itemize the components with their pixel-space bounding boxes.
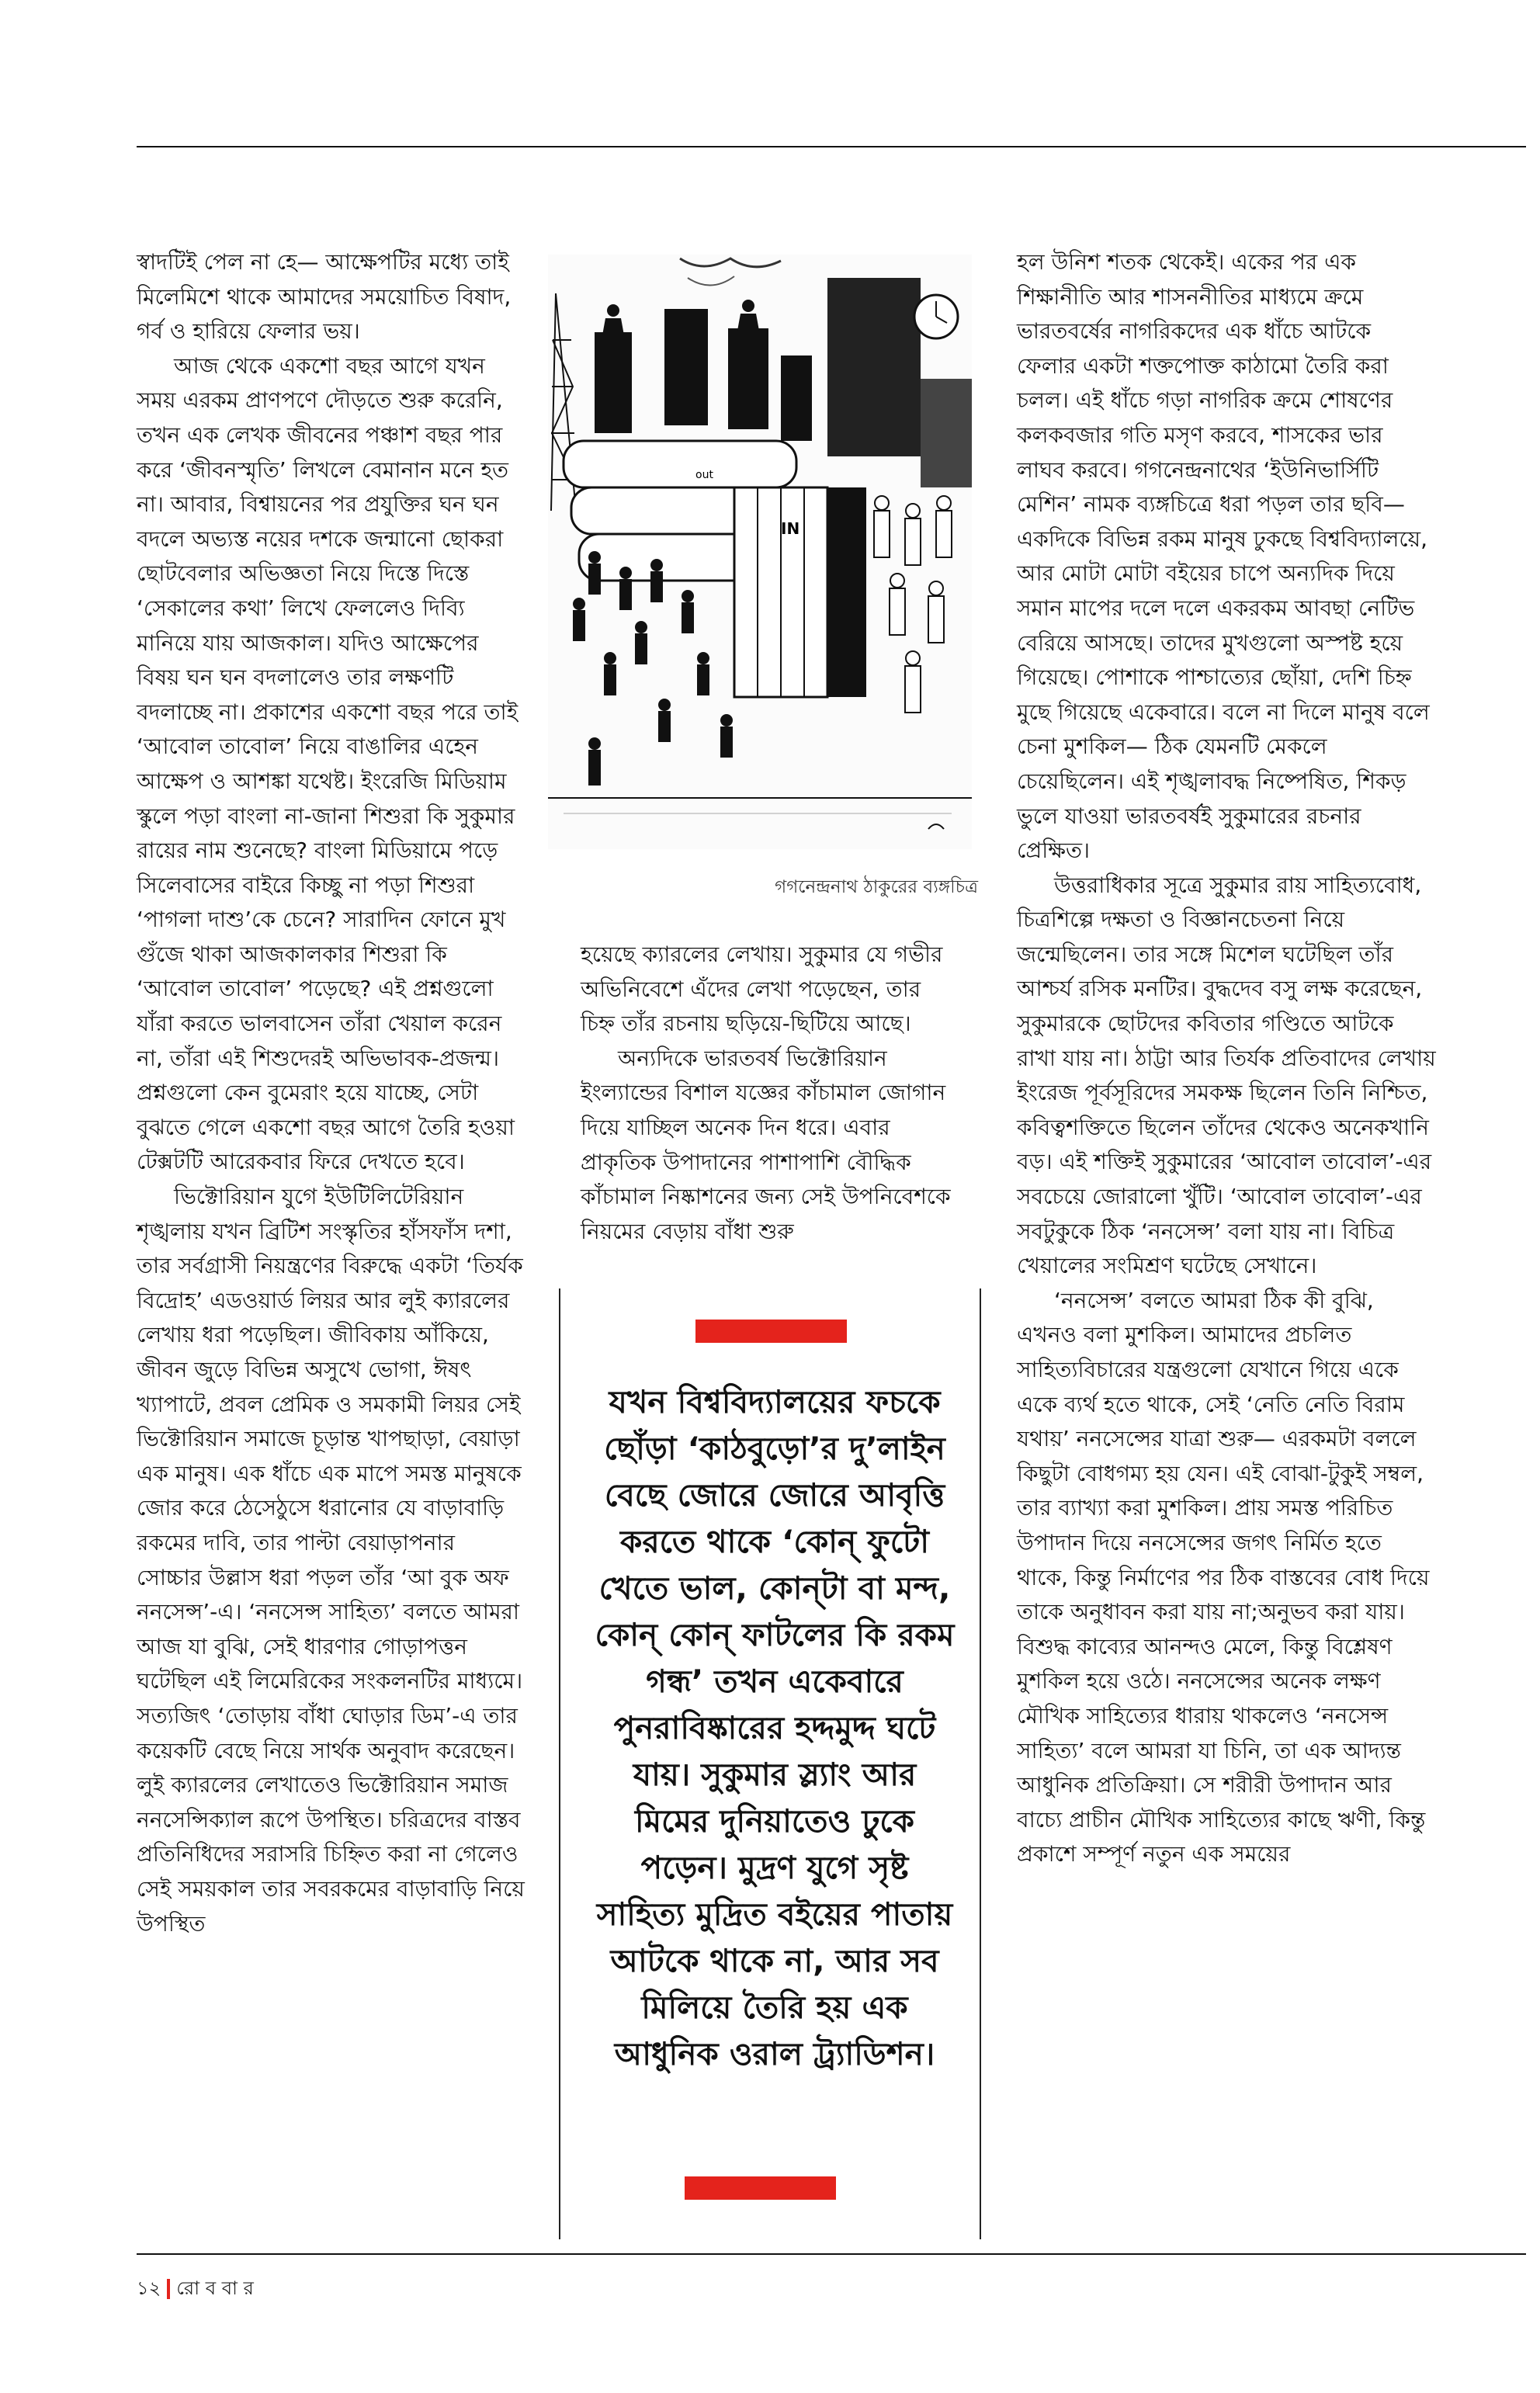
- paragraph: হল উনিশ শতক থেকেই। একের পর এক শিক্ষানীতি আর শাসননীতির মাধ্যমে ক্রমে ভারতবর্ষের নাগরিকদের এক ধাঁচে আটকে ফেলার একটা শক্তপোক্ত কাঠামো তৈরি করা চলল। এই ধাঁচে গড়া নাগরিক ক্রমে শোষণের কলকবজার গতি মসৃণ করবে, শাসকের ভার লাঘব করবে। গগনেন্দ্রনাথের ‘ইউনিভার্সিটি মেশিন’ নামক ব্যঙ্গচিত্রে ধরা পড়ল তার ছবি— একদিকে বিভিন্ন রকম মানুষ ঢুকছে বিশ্ববিদ্যালয়ে, আর মোটা মোটা বইয়ের চাপে অন্যদিক দিয়ে সমান মাপের দলে দলে একরকম আবছা নেটিভ বেরিয়ে আসছে। তাদের মুখগুলো অস্পষ্ট হয়ে গিয়েছে। পোশাকে পাশ্চাত্যের ছোঁয়া, দেশি চিহ্ন মুছে গিয়েছে একেবারে। বলে না দিলে মানুষ বলে চেনা মুশকিল— ঠিক যেমনটি মেকলে চেয়েছিলেন। এই শৃঙ্খলাবদ্ধ নিষ্পেষিত, শিকড় ভুলে যাওয়া ভারতবর্ষই সুকুমারের রচনার প্রেক্ষিত।: [1017, 249, 1430, 864]
- book-label-in: IN: [781, 519, 800, 538]
- bottom-rule: [137, 2253, 1526, 2255]
- figure-caption: গগনেন্দ্রনাথ ঠাকুরের ব্যঙ্গচিত্র: [775, 877, 978, 897]
- cartoon-illustration: [548, 255, 972, 849]
- paragraph: স্বাদটিই পেল না হে— আক্ষেপটির মধ্যে তাই মিলেমিশে থাকে আমাদের সময়োচিত বিষাদ, গর্ব ও হারিয়ে ফেলার ভয়।: [137, 249, 512, 345]
- pull-quote-box: [581, 1320, 964, 2243]
- page-footer: [137, 2274, 254, 2305]
- pull-quote-bar-bottom: [685, 2176, 836, 2200]
- paragraph: ভিক্টোরিয়ান যুগে ইউটিলিটেরিয়ান শৃঙ্খলায় যখন ব্রিটিশ সংস্কৃতির হাঁসফাঁস দশা, তার সর্বগ্রাসী নিয়ন্ত্রণের বিরুদ্ধে একটা ‘তির্যক বিদ্রোহ’ এডওয়ার্ড লিয়র আর লুই ক্যারলের লেখায় ধরা পড়েছিল। জীবিকায় আঁকিয়ে, জীবন জুড়ে বিভিন্ন অসুখে ভোগা, ঈষৎ খ্যাপাটে, প্রবল প্রেমিক ও সমকামী লিয়র সেই ভিক্টোরিয়ান সমাজে চূড়ান্ত খাপছাড়া, বেয়াড়া এক মানুষ। এক ধাঁচে এক মাপে সমস্ত মানুষকে জোর করে ঠেসেঠুসে ধরানোর যে বাড়াবাড়ি রকমের দাবি, তার পাল্টা বেয়াড়াপনার সোচ্চার উল্লাস ধরা পড়ল তাঁর ‘আ বুক অফ ননসেন্স’-এ। ‘ননসেন্স সাহিত্য’ বলতে আমরা আজ যা বুঝি, সেই ধারণার গোড়াপত্তন ঘটেছিল এই লিমেরিকের সংকলনটির মাধ্যমে। সত্যজিৎ ‘তোড়ায় বাঁধা ঘোড়ার ডিম’-এ তার কয়েকটি বেছে নিয়ে সার্থক অনুবাদ করেছেন। লুই ক্যারলের লেখাতেও ভিক্টোরিয়ান সমাজ ননসেন্সিক্যাল রূপে উপস্থিত। চরিত্রদের বাস্তব প্রতিনিধিদের সরাসরি চিহ্নিত করা না গেলেও সেই সময়কাল তার সবরকমের বাড়াবাড়ি নিয়ে উপস্থিত: [137, 1184, 525, 1937]
- article-column-left: [137, 245, 525, 1941]
- article-column-right: [1017, 245, 1436, 1872]
- book-label-out: out: [695, 469, 713, 481]
- column-divider-left: [559, 1288, 560, 2239]
- paragraph: আজ থেকে একশো বছর আগে যখন সময় এরকম প্রাণপণে দৌড়তে শুরু করেনি, তখন এক লেখক জীবনের পঞ্চাশ বছর পার করে ‘জীবনস্মৃতি’ লিখলে বেমানান মনে হত না। আবার, বিশ্বায়নের পর প্রযুক্তির ঘন ঘন বদলে অভ্যস্ত নয়ের দশকে জন্মানো ছোকরা ছোটবেলার অভিজ্ঞতা নিয়ে দিস্তে দিস্তে ‘সেকালের কথা’ লিখে ফেললেও দিব্যি মানিয়ে যায় আজকাল। যদিও আক্ষেপের বিষয় ঘন ঘন বদলালেও তার লক্ষণটি বদলাচ্ছে না। প্রকাশের একশো বছর পরে তাই ‘আবোল তাবোল’ নিয়ে বাঙালির এহেন আক্ষেপ ও আশঙ্কা যথেষ্ট। ইংরেজি মিডিয়াম স্কুলে পড়া বাংলা না-জানা শিশুরা কি সুকুমার রায়ের নাম শুনেছে? বাংলা মিডিয়ামে পড়ে সিলেবাসের বাইরে কিচ্ছু না পড়া শিশুরা ‘পাগলা দাশু’কে চেনে? সারাদিন ফোনে মুখ গুঁজে থাকা আজকালকার শিশুরা কি ‘আবোল তাবোল’ পড়েছে? এই প্রশ্নগুলো যাঁরা করতে ভালবাসেন তাঁরা খেয়াল করেন না, তাঁরা এই শিশুদেরই অভিভাবক-প্রজন্ম। প্রশ্নগুলো কেন বুমেরাং হয়ে যাচ্ছে, সেটা বুঝতে গেলে একশো বছর আগে তৈরি হওয়া টেক্সটটি আরেকবার ফিরে দেখতে হবে।: [137, 352, 519, 1175]
- pull-quote: যখন বিশ্ববিদ্যালয়ের ফচকে ছোঁড়া ‘কাঠবুড়ো’র দু’লাইন বেছে জোরে জোরে আবৃত্তি করতে থাকে ‘কোন্‌ ফুটো খেতে ভাল, কোন্‌টা বা মন্দ, কোন্‌ কোন্‌ ফাটলের কি রকম গন্ধ’ তখন একেবারে পুনরাবিষ্কারের হদ্দমুদ্দ ঘটে যায়। সুকুমার স্ল্যাং আর মিমের দুনিয়াতেও ঢুকে পড়েন। মুদ্রণ যুগে সৃষ্ট সাহিত্য মুদ্রিত বইয়ের পাতায় আটকে থাকে না, আর সব মিলিয়ে তৈরি হয় এক আধুনিক ওরাল ট্র্যাডিশন।: [595, 1383, 955, 2072]
- footer-separator: [167, 2279, 170, 2299]
- top-rule: [137, 146, 1526, 147]
- university-machine-cartoon: [548, 255, 972, 849]
- paragraph: ‘ননসেন্স’ বলতে আমরা ঠিক কী বুঝি, এখনও বলা মুশকিল। আমাদের প্রচলিত সাহিত্যবিচারের যন্ত্রগুলো যেখানে গিয়ে একে একে ব্যর্থ হতে থাকে, সেই ‘নেতি নেতি বিরাম যথায়’ ননসেন্সের যাত্রা শুরু— এরকমটা বললে কিছুটা বোধগম্য হয় যেন। এই বোঝা-টুকুই সম্বল, তার ব্যাখ্যা করা মুশকিল। প্রায় সমস্ত পরিচিত উপাদান দিয়ে ননসেন্সের জগৎ নির্মিত হতে থাকে, কিন্তু নির্মাণের পর ঠিক বাস্তবের বোধ দিয়ে তাকে অনুধাবন করা যায় না;অনুভব করা যায়। বিশুদ্ধ কাব্যের আনন্দও মেলে, কিন্তু বিশ্লেষণ মুশকিল হয়ে ওঠে। ননসেন্সের অনেক লক্ষণ মৌখিক সাহিত্যের ধারায় থাকলেও ‘ননসেন্স সাহিত্য’ বলে আমরা যা চিনি, তা এক আদ্যন্ত আধুনিক প্রতিক্রিয়া। সে শরীরী উপাদান আর বাচ্যে প্রাচীন মৌখিক সাহিত্যের কাছে ঋণী, কিন্তু প্রকাশে সম্পূর্ণ নতুন এক সময়ের: [1017, 1287, 1430, 1868]
- paragraph: উত্তরাধিকার সূত্রে সুকুমার রায় সাহিত্যবোধ, চিত্রশিল্পে দক্ষতা ও বিজ্ঞানচেতনা নিয়ে জন্মেছিলেন। তার সঙ্গে মিশেল ঘটেছিল তাঁর আশ্চর্য রসিক মনটির। বুদ্ধদেব বসু লক্ষ করেছেন, সুকুমারকে ছোটদের কবিতার গণ্ডিতে আটকে রাখা যায় না। ঠাট্টা আর তির্যক প্রতিবাদের লেখায় ইংরেজ পূর্বসূরিদের সমকক্ষ ছিলেন তিনি নিশ্চিত, কবিত্বশক্তিতে ছিলেন তাঁদের থেকেও অনেকখানি বড়। এই শক্তিই সুকুমারের ‘আবোল তাবোল’-এর সবচেয়ে জোরালো খুঁটি। ‘আবোল তাবোল’-এর সবটুকুকে ঠিক ‘ননসেন্স’ বলা যায় না। বিচিত্র খেয়ালের সংমিশ্রণ ঘটেছে সেখানে।: [1017, 872, 1436, 1279]
- paragraph: অন্যদিকে ভারতবর্ষ ভিক্টোরিয়ান ইংল্যান্ডের বিশাল যজ্ঞের কাঁচামাল জোগান দিয়ে যাচ্ছিল অনেক দিন ধরে। এবার প্রাকৃতিক উপাদানের পাশাপাশি বৌদ্ধিক কাঁচামাল নিষ্কাশনের জন্য সেই উপনিবেশকে নিয়মের বেড়ায় বাঁধা শুরু: [581, 1045, 951, 1244]
- paragraph: হয়েছে ক্যারলের লেখায়। সুকুমার যে গভীর অভিনিবেশে এঁদের লেখা পড়েছেন, তার চিহ্ন তাঁর রচনায় ছড়িয়ে-ছিটিয়ে আছে।: [581, 942, 943, 1037]
- column-divider-right: [980, 1288, 981, 2239]
- pull-quote-bar-top: [695, 1320, 847, 1343]
- article-column-middle: [581, 938, 953, 1249]
- magazine-name: রো ব বা র: [176, 2277, 254, 2299]
- page-number: ১২: [137, 2277, 161, 2299]
